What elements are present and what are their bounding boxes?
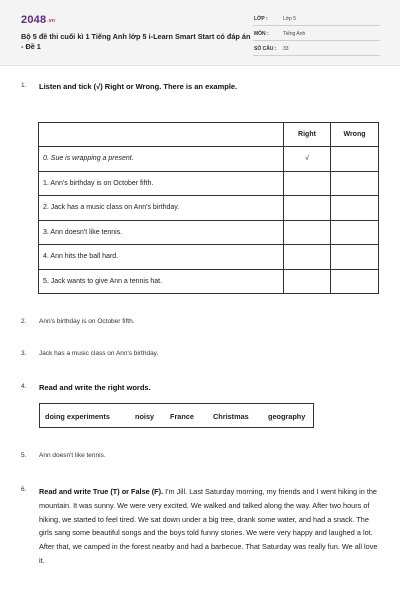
question-5-text: Ann doesn't like tennis. bbox=[39, 452, 106, 459]
wrong-tick-cell[interactable] bbox=[331, 196, 379, 221]
word-bank-item: France bbox=[170, 412, 194, 421]
right-tick-cell[interactable] bbox=[284, 171, 331, 196]
meta-class-label: LỚP : bbox=[254, 16, 268, 22]
word-bank-item: Christmas bbox=[213, 412, 249, 421]
question-3-number: 3. bbox=[21, 350, 27, 357]
question-1-instruction: Listen and tick (√) Right or Wrong. There is an example. bbox=[39, 82, 238, 91]
meta-count-value: 33 bbox=[283, 46, 289, 52]
question-6-passage bbox=[39, 485, 379, 568]
table-row bbox=[39, 147, 379, 172]
logo-text: 2048 bbox=[21, 14, 47, 26]
table-header-row bbox=[39, 123, 379, 147]
meta-subject-value: Tiếng Anh bbox=[283, 31, 306, 37]
meta-class-value: Lớp 5 bbox=[283, 16, 297, 22]
wrong-tick-cell[interactable] bbox=[331, 147, 379, 172]
statement-cell: 1. Ann's birthday is on October fifth. bbox=[39, 171, 284, 196]
wrong-tick-cell[interactable] bbox=[331, 220, 379, 245]
word-bank-item: geography bbox=[268, 412, 306, 421]
table-row bbox=[39, 171, 379, 196]
table-row bbox=[39, 220, 379, 245]
col-right-header: Right bbox=[284, 123, 331, 147]
table-header-blank bbox=[39, 123, 284, 147]
question-6-number: 6. bbox=[21, 486, 27, 493]
right-tick-cell[interactable] bbox=[284, 196, 331, 221]
page-header bbox=[0, 0, 400, 66]
table-row bbox=[39, 196, 379, 221]
meta-class bbox=[253, 12, 380, 26]
word-bank bbox=[39, 403, 314, 428]
meta-count bbox=[253, 42, 380, 56]
word-bank-item: noisy bbox=[135, 412, 155, 421]
word-bank-item: doing experiments bbox=[45, 412, 110, 421]
wrong-tick-cell[interactable] bbox=[331, 269, 379, 294]
meta-count-label: SỐ CÂU : bbox=[254, 46, 277, 52]
wrong-tick-cell[interactable] bbox=[331, 171, 379, 196]
question-6-instruction: Read and write True (T) or False (F). bbox=[39, 487, 164, 496]
wrong-tick-cell[interactable] bbox=[331, 245, 379, 270]
question-4-number: 4. bbox=[21, 383, 27, 390]
question-2-text: Ann's birthday is on October fifth. bbox=[39, 318, 135, 325]
col-wrong-header: Wrong bbox=[331, 123, 379, 147]
right-tick-cell[interactable] bbox=[284, 245, 331, 270]
question-2-number: 2. bbox=[21, 318, 27, 325]
reading-passage-text: I'm Jill. Last Saturday morning, my friends and I went hiking in the mountain. It was sunny. We were very excited. We walked and talked along the way. After two hours of hiking, we started to feel tired. We sat down under a big tree, drank some water, and had a snack. The girls sang some beautiful songs and the boys told funny stories. We were very happy and laughed a lot. After that, we camped in the forest nearby and had a barbecue. That Saturday was really fun. We all love it. bbox=[39, 487, 378, 565]
right-tick-cell[interactable] bbox=[284, 220, 331, 245]
right-tick-cell[interactable] bbox=[284, 269, 331, 294]
table-row bbox=[39, 269, 379, 294]
question-4-instruction: Read and write the right words. bbox=[39, 383, 151, 392]
right-wrong-table bbox=[38, 122, 379, 294]
logo-suffix: .vn bbox=[47, 18, 56, 24]
meta-subject bbox=[253, 27, 380, 41]
document-title: Bộ 5 đề thi cuối kì 1 Tiếng Anh lớp 5 i-Learn Smart Start có đáp án - Đề 1 bbox=[21, 32, 251, 51]
site-logo[interactable] bbox=[21, 14, 55, 26]
question-5-number: 5. bbox=[21, 452, 27, 459]
question-3-text: Jack has a music class on Ann's birthday. bbox=[39, 350, 159, 357]
statement-cell: 4. Ann hits the ball hard. bbox=[39, 245, 284, 270]
statement-cell: 3. Ann doesn't like tennis. bbox=[39, 220, 284, 245]
meta-subject-label: MÔN : bbox=[254, 31, 269, 37]
right-tick-cell[interactable]: √ bbox=[284, 147, 331, 172]
statement-cell: 2. Jack has a music class on Ann's birthday. bbox=[39, 196, 284, 221]
statement-cell: 0. Sue is wrapping a present. bbox=[39, 147, 284, 172]
table-row bbox=[39, 245, 379, 270]
question-1-number: 1. bbox=[21, 82, 27, 89]
statement-cell: 5. Jack wants to give Ann a tennis hat. bbox=[39, 269, 284, 294]
